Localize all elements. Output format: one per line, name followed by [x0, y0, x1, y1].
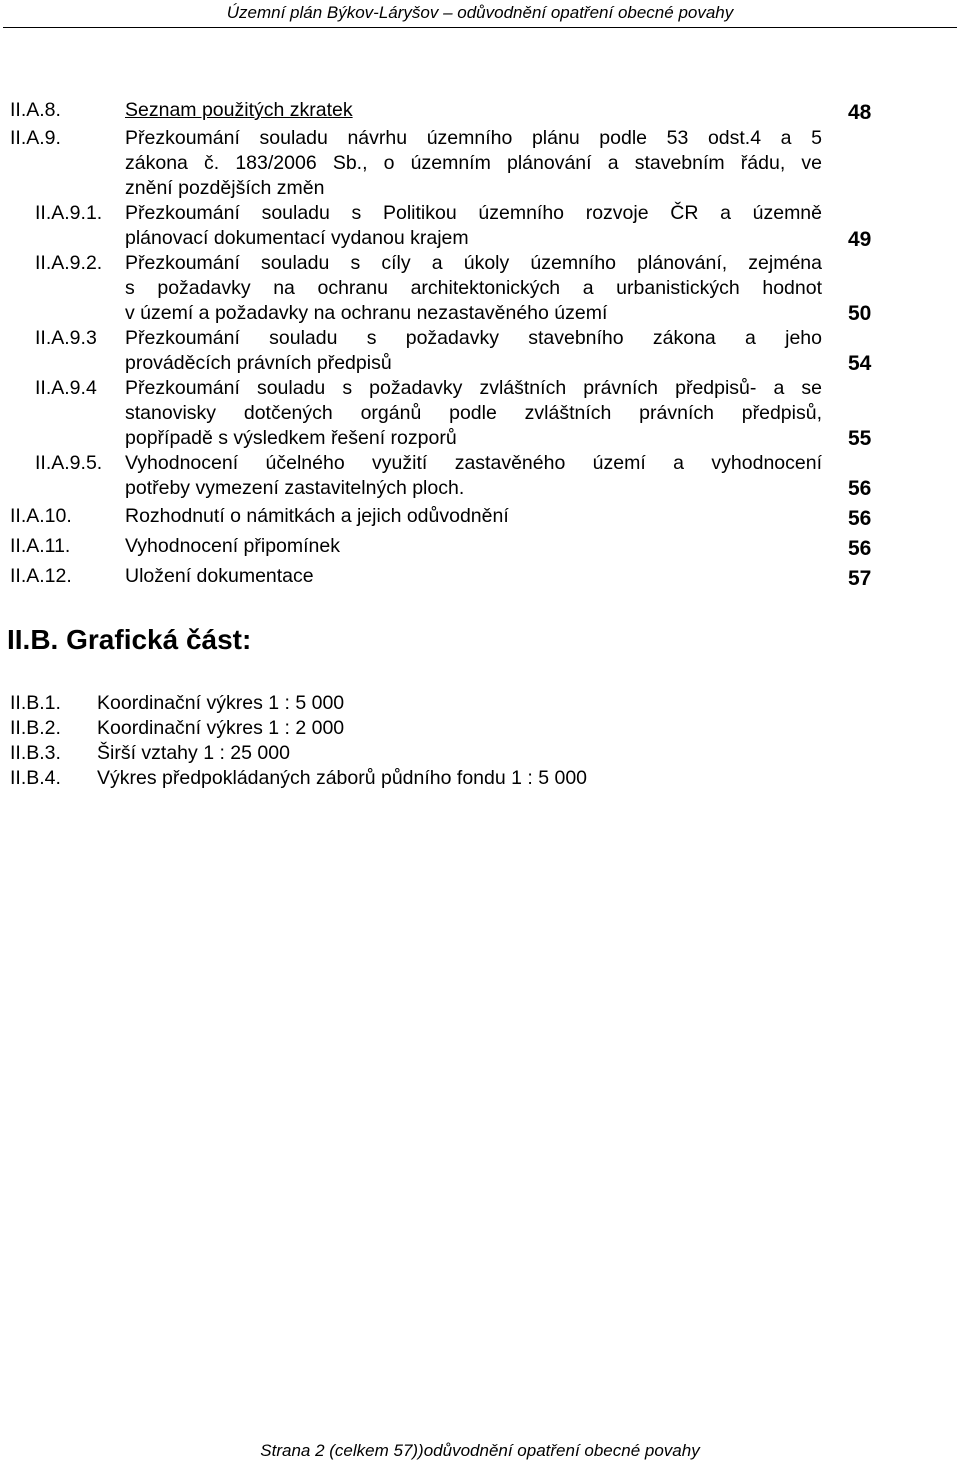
toc-item-title [125, 504, 822, 529]
toc-item-number: II.A.9.3 [35, 327, 97, 349]
page-header: Územní plán Býkov-Láryšov – odůvodnění opatření obecné povahy [226, 3, 734, 22]
toc-item-number: II.A.9. [10, 127, 61, 149]
toc-item-title [125, 534, 822, 559]
toc-item-title-line: Přezkoumání souladu s požadavky zvláštních právních předpisů- a se [125, 377, 822, 399]
toc-item-title-line: Seznam použitých zkratek [125, 99, 353, 121]
section-heading-graphics: II.B. Grafická část: [7, 624, 252, 655]
toc-item-title-line: Přezkoumání souladu návrhu územního plánu podle 53 odst.4 a 5 [125, 127, 822, 149]
toc-item-title-line: stanovisky dotčených orgánů podle zvláštních právních předpisů, [125, 402, 822, 424]
header-divider [3, 27, 957, 28]
toc-item-number: II.A.9.5. [35, 452, 103, 474]
toc-item-title [125, 376, 822, 451]
toc-item-title-line: Vyhodnocení účelného využití zastavěného území a vyhodnocení [125, 452, 822, 474]
toc-item-number: II.A.9.4 [35, 377, 97, 399]
graphics-item-number: II.B.2. [10, 717, 61, 739]
graphics-item-number: II.B.4. [10, 767, 61, 789]
toc-item-number: II.A.12. [10, 565, 72, 587]
toc-item-title-line: plánovací dokumentací vydanou krajem [125, 227, 469, 249]
graphics-item-number: II.B.1. [10, 692, 61, 714]
toc-item-title-line: prováděcích právních předpisů [125, 352, 392, 374]
toc-item-page: 48 [848, 101, 872, 124]
toc-item-title-line: Přezkoumání souladu s Politikou územního rozvoje ČR a územně [125, 202, 822, 224]
toc-item-title [125, 326, 822, 376]
toc-item-page: 56 [848, 537, 872, 560]
toc-item-title-line: Vyhodnocení připomínek [125, 535, 340, 557]
graphics-item-number: II.B.3. [10, 742, 61, 764]
toc-item-title [125, 564, 822, 589]
graphics-item-title: Koordinační výkres 1 : 5 000 [97, 692, 345, 714]
toc-item-page: 50 [848, 302, 872, 325]
toc-item-page: 55 [848, 427, 872, 450]
toc-item-title [125, 251, 822, 326]
toc-item-number: II.A.9.2. [35, 252, 103, 274]
toc-item-title [125, 201, 822, 251]
toc-item-page: 57 [848, 567, 872, 590]
graphics-item-title: Výkres předpokládaných záborů půdního fondu 1 : 5 000 [97, 767, 588, 789]
toc-item-title [125, 98, 822, 123]
toc-item-title-line: Přezkoumání souladu s cíly a úkoly územního plánování, zejména [125, 252, 822, 274]
toc-item-page: 49 [848, 228, 872, 251]
graphics-item-title: Koordinační výkres 1 : 2 000 [97, 717, 345, 739]
toc-item-page: 54 [848, 352, 872, 375]
toc-item-title-line: s požadavky na ochranu architektonických a urbanistických hodnot [125, 277, 822, 299]
toc-item-page: 56 [848, 507, 872, 530]
toc-item-title-line: znění pozdějších změn [125, 177, 325, 199]
toc-item-number: II.A.10. [10, 505, 72, 527]
toc-item-page: 56 [848, 477, 872, 500]
toc-item-number: II.A.8. [10, 99, 61, 121]
toc-item-title-line: zákona č. 183/2006 Sb., o územním plánování a stavebním řádu, ve [125, 152, 822, 174]
toc-item-title-line: Rozhodnutí o námitkách a jejich odůvodnění [125, 505, 509, 527]
toc-item-title-line: popřípadě s výsledkem řešení rozporů [125, 427, 457, 449]
toc-item-title [125, 126, 822, 201]
toc-item-title [125, 451, 822, 501]
page-footer: Strana 2 (celkem 57))odůvodnění opatření obecné povahy [260, 1441, 700, 1460]
toc-item-title-line: v území a požadavky na ochranu nezastavěného území [125, 302, 608, 324]
toc-item-title-line: Přezkoumání souladu s požadavky stavebního zákona a jeho [125, 327, 822, 349]
toc-item-number: II.A.11. [10, 535, 71, 557]
graphics-item-title: Širší vztahy 1 : 25 000 [97, 742, 290, 764]
toc-item-number: II.A.9.1. [35, 202, 103, 224]
toc-item-title-line: Uložení dokumentace [125, 565, 314, 587]
toc-item-title-line: potřeby vymezení zastavitelných ploch. [125, 477, 465, 499]
